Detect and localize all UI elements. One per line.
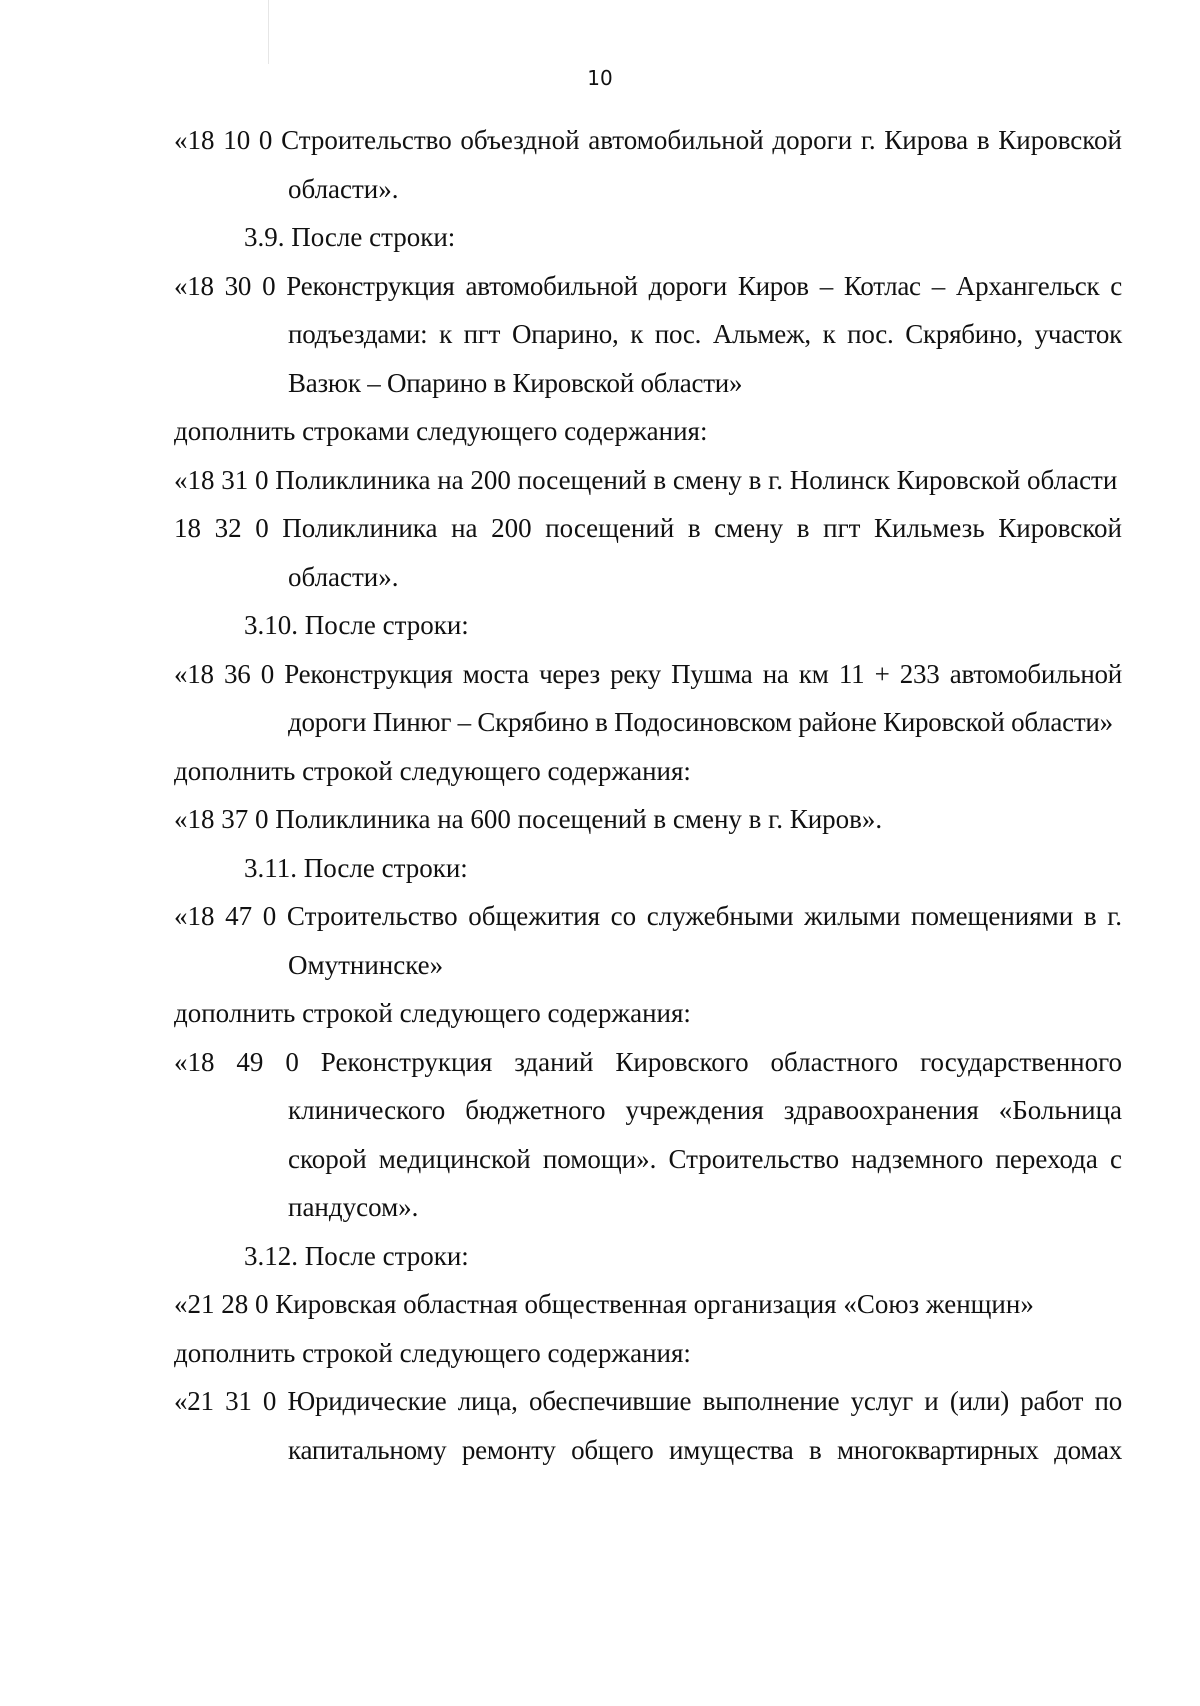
addition-instruction: дополнить строками следующего содержания: xyxy=(174,416,708,446)
point-3-9: 3.9. После строки: xyxy=(244,222,456,252)
entry-18-49-0: «18 49 0 Реконструкция зданий Кировского областного государственного клинического бюджетного учреждения здравоохранения «Больница скорой медицинской помощи». Строительство надземного перехода с пандусом». xyxy=(174,1046,1122,1222)
point-3-12: 3.12. После строки: xyxy=(244,1240,469,1271)
addition-instruction: дополнить строкой следующего содержания: xyxy=(174,998,691,1028)
addition-instruction: дополнить строкой следующего содержания: xyxy=(174,755,691,786)
entry-18-10-0: «18 10 0 Строительство объездной автомобильной дороги г. Кирова в Кировской области». xyxy=(174,125,1122,204)
entry-21-28-0: «21 28 0 Кировская областная общественная организация «Союз женщин» xyxy=(174,1289,1034,1319)
entry-18-47-0: «18 47 0 Строительство общежития со служебными жилыми помещениями в г. Омутнинске» xyxy=(174,901,1122,980)
entry-18-37-0: «18 37 0 Поликлиника на 600 посещений в смену в г. Киров». xyxy=(174,804,883,834)
entry-18-32-0: 18 32 0 Поликлиника на 200 посещений в смену в пгт Кильмезь Кировской области». xyxy=(174,513,1122,592)
point-3-11: 3.11. После строки: xyxy=(244,852,468,883)
scan-artifact-line xyxy=(268,0,269,64)
entry-18-30-0: «18 30 0 Реконструкция автомобильной дороги Киров – Котлас – Архангельск с подъездами: к пгт Опарино, к пос. Альмеж, к пос. Скрябино, участок Вазюк – Опарино в Кировской области» xyxy=(174,270,1122,398)
page-number: 10 xyxy=(587,66,613,90)
point-3-10: 3.10. После строки: xyxy=(244,610,469,640)
document-body xyxy=(174,116,1122,1474)
entry-18-36-0: «18 36 0 Реконструкция моста через реку Пушма на км 11 + 233 автомобильной дороги Пинюг – Скрябино в Подосиновском районе Кировской области» xyxy=(174,658,1122,737)
entry-21-31-0: «21 31 0 Юридические лица, обеспечившие выполнение услуг и (или) работ по капитальному ремонту общего имущества в многоквартирных домах xyxy=(174,1386,1122,1465)
addition-instruction: дополнить строкой следующего содержания: xyxy=(174,1337,691,1368)
entry-18-31-0: «18 31 0 Поликлиника на 200 посещений в смену в г. Нолинск Кировской области xyxy=(174,464,1118,495)
